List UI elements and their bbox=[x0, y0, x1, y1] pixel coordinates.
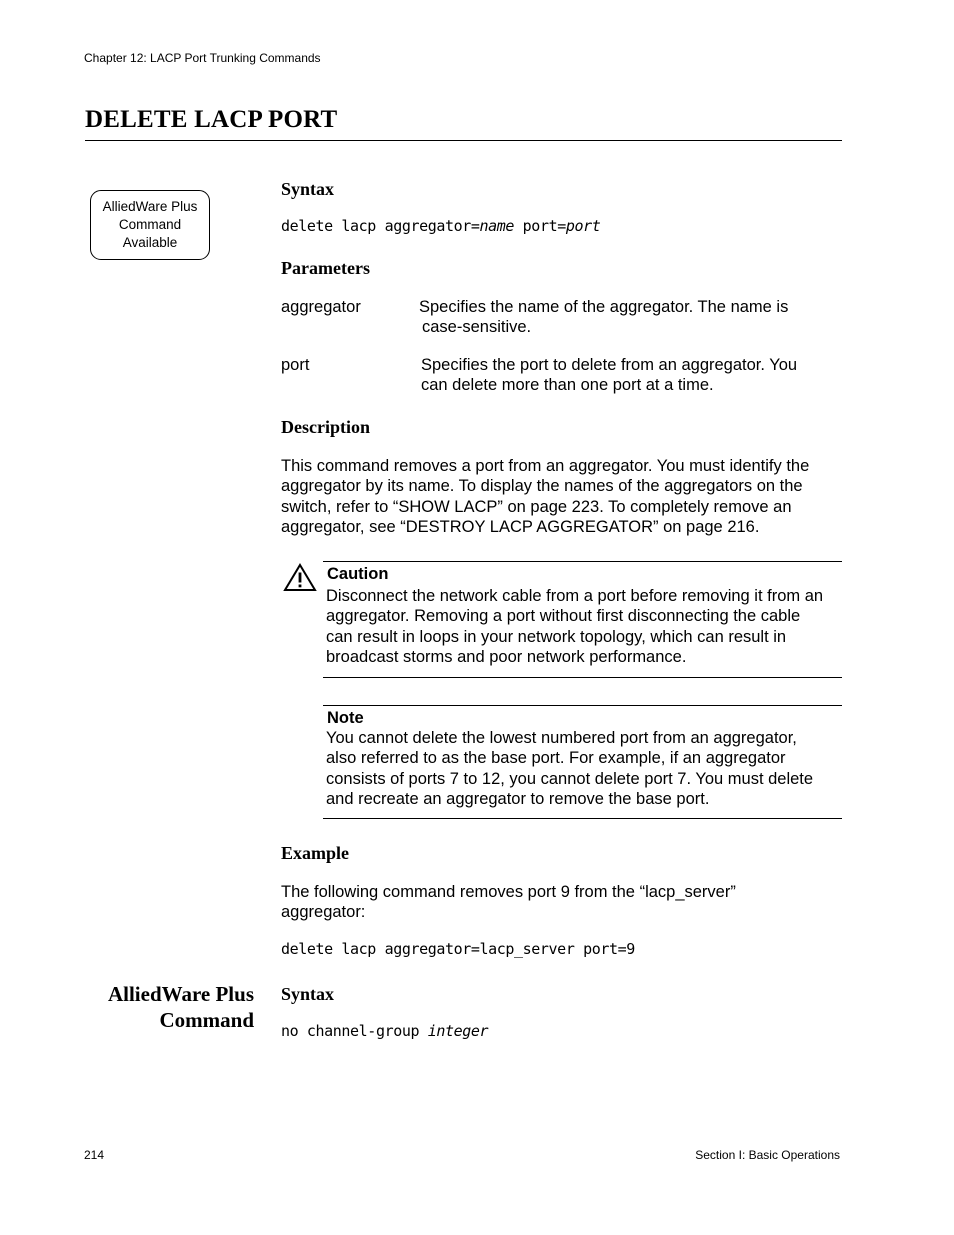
syntax-heading: Syntax bbox=[281, 179, 335, 199]
cmd-mid: port= bbox=[514, 217, 566, 235]
caution-top-rule bbox=[323, 561, 842, 562]
note-line: consists of ports 7 to 12, you cannot delete port 7. You must delete bbox=[326, 769, 814, 788]
caution-line: Disconnect the network cable from a port before removing it from an bbox=[326, 587, 824, 605]
caution-line: can result in loops in your network topology, which can result in bbox=[326, 627, 787, 646]
example-line: aggregator: bbox=[281, 903, 366, 922]
example-text bbox=[281, 882, 841, 923]
param-name-aggregator: aggregator bbox=[281, 298, 361, 316]
caution-bottom-rule bbox=[323, 677, 842, 678]
example-heading: Example bbox=[281, 843, 350, 863]
page-title: DELETE LACP PORT bbox=[85, 106, 338, 133]
awplus-badge bbox=[90, 190, 210, 260]
cmd-arg-port: port bbox=[565, 217, 601, 235]
syntax-command bbox=[281, 217, 600, 235]
note-bottom-rule bbox=[323, 818, 842, 819]
awplus-section-heading bbox=[108, 981, 254, 1033]
example-line: The following command removes port 9 from the “lacp_server” bbox=[281, 883, 736, 901]
description-line: This command removes a port from an aggregator. You must identify the bbox=[281, 457, 810, 475]
note-line: You cannot delete the lowest numbered port from an aggregator, bbox=[326, 729, 797, 747]
description-line: switch, refer to “SHOW LACP” on page 223. To completely remove an bbox=[281, 497, 792, 516]
description-line: aggregator, see “DESTROY LACP AGGREGATOR” on page 216. bbox=[281, 518, 760, 537]
awplus-syntax-command bbox=[281, 1022, 488, 1040]
param-desc-aggregator-1: Specifies the name of the aggregator. The name is bbox=[419, 298, 789, 316]
footer-section: Section I: Basic Operations bbox=[695, 1148, 840, 1162]
description-heading: Description bbox=[281, 417, 370, 437]
cmd-arg-name: name bbox=[479, 217, 515, 235]
note-text bbox=[326, 728, 842, 810]
caution-line: aggregator. Removing a port without first disconnecting the cable bbox=[326, 607, 801, 626]
badge-line-2: Command bbox=[118, 217, 182, 232]
awplus-syntax-heading: Syntax bbox=[281, 984, 335, 1004]
param-desc-port-1: Specifies the port to delete from an aggregator. You bbox=[421, 356, 798, 374]
param-name-port: port bbox=[281, 356, 310, 374]
parameters-heading: Parameters bbox=[281, 258, 370, 278]
example-command: delete lacp aggregator=lacp_server port=9 bbox=[281, 940, 635, 958]
warning-triangle-icon bbox=[283, 563, 317, 592]
description-paragraph bbox=[281, 456, 841, 538]
caution-text bbox=[326, 586, 842, 668]
param-desc-aggregator-2: case-sensitive. bbox=[422, 318, 532, 336]
note-title: Note bbox=[327, 709, 364, 727]
badge-line-3: Available bbox=[122, 235, 178, 250]
caution-title: Caution bbox=[327, 565, 389, 583]
title-rule bbox=[85, 140, 842, 141]
note-line: and recreate an aggregator to remove the base port. bbox=[326, 790, 710, 809]
running-header: Chapter 12: LACP Port Trunking Commands bbox=[84, 51, 321, 65]
awplus-cmd-arg: integer bbox=[427, 1022, 489, 1040]
caution-line: broadcast storms and poor network performance. bbox=[326, 648, 687, 667]
badge-line-1: AlliedWare Plus bbox=[102, 199, 198, 214]
note-line: also referred to as the base port. For example, if an aggregator bbox=[326, 749, 786, 768]
awplus-cmd-prefix: no channel-group bbox=[281, 1022, 428, 1040]
awplus-heading-line-2: Command bbox=[159, 1008, 254, 1032]
description-line: aggregator by its name. To display the names of the aggregators on the bbox=[281, 477, 803, 496]
page-number: 214 bbox=[84, 1148, 105, 1162]
cmd-prefix: delete lacp aggregator= bbox=[281, 217, 480, 235]
awplus-heading-line-1: AlliedWare Plus bbox=[107, 982, 254, 1006]
note-top-rule bbox=[323, 705, 842, 706]
param-desc-port-2: can delete more than one port at a time. bbox=[421, 376, 714, 394]
